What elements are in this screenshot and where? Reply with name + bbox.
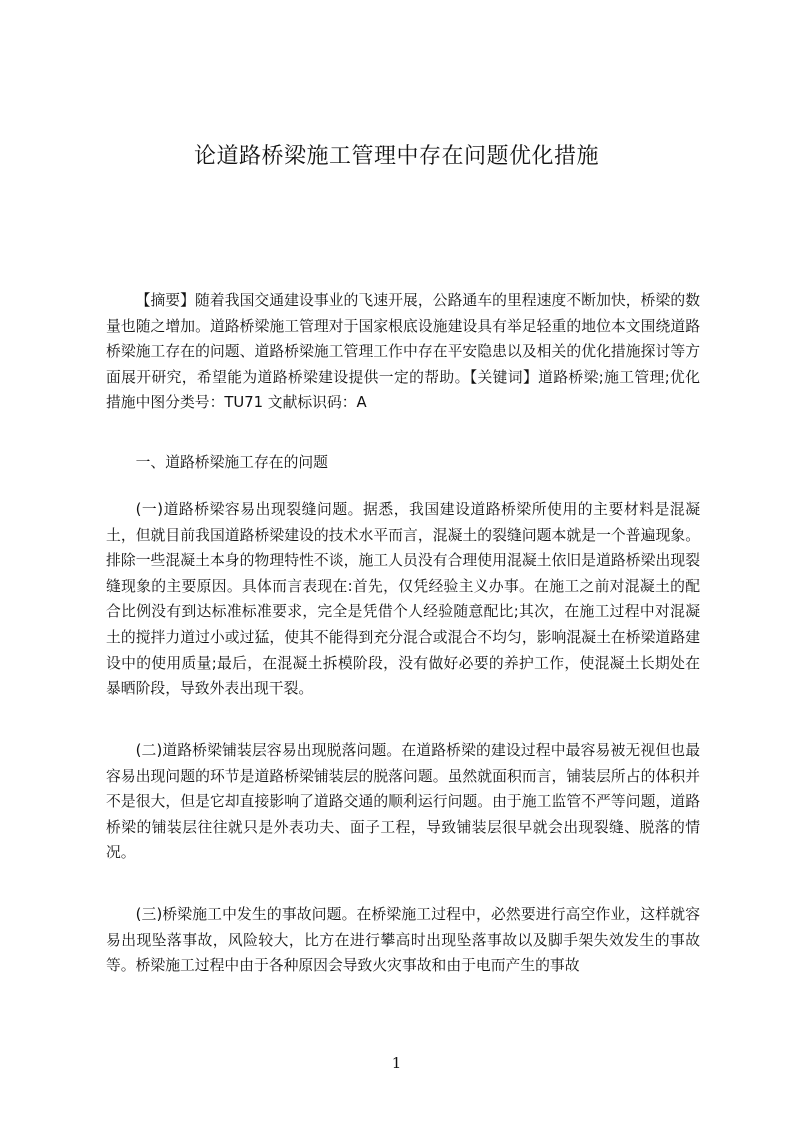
abstract-paragraph: 【摘要】随着我国交通建设事业的飞速开展，公路通车的里程速度不断加快，桥梁的数量也随之增加。道路桥梁施工管理对于国家根底设施建设具有举足轻重的地位本文围绕道路桥梁施工存在的问题、道路桥梁施工管理工作中存在平安隐患以及相关的优化措施探讨等方面展开研究，希望能为道路桥梁建设提供一定的帮助。【关键词】道路桥梁;施工管理;优化措施中图分类号：TU71 文献标识码：A [106, 292, 700, 412]
paragraph-accidents: (三)桥梁施工中发生的事故问题。在桥梁施工过程中，必然要进行高空作业，这样就容易出现坠落事故，风险较大，比方在进行攀高时出现坠落事故以及脚手架失效发生的事故等。桥梁施工过程中由于各种原因会导致火灾事故和由于电而产生的事故 [106, 906, 700, 975]
section-heading: 一、道路桥梁施工存在的问题 [135, 454, 328, 471]
page-number: 1 [391, 1054, 402, 1072]
paragraph-cracks: (一)道路桥梁容易出现裂缝问题。据悉，我国建设道路桥梁所使用的主要材料是混凝土，但就目前我国道路桥梁建设的技术水平而言，混凝土的裂缝问题本就是一个普遍现象。排除一些混凝土本身的物理特性不谈，施工人员没有合理使用混凝土依旧是道路桥梁出现裂缝现象的主要原因。具体而言表现在:首先，仅凭经验主义办事。在施工之前对混凝土的配合比例没有到达标准标准要求，完全是凭借个人经验随意配比;其次，在施工过程中对混凝土的搅拌力道过小或过猛，使其不能得到充分混合或混合不均匀，影响混凝土在桥梁道路建设中的使用质量;最后，在混凝土拆模阶段，没有做好必要的养护工作，使混凝土长期处在暴晒阶段，导致外表出现干裂。 [106, 501, 700, 698]
document-title: 论道路桥梁施工管理中存在问题优化措施 [193, 144, 599, 169]
paragraph-pavement: (二)道路桥梁铺装层容易出现脱落问题。在道路桥梁的建设过程中最容易被无视但也最容易出现问题的环节是道路桥梁铺装层的脱落问题。虽然就面积而言，铺装层所占的体积并不是很大，但是它却直接影响了道路交通的顺利运行问题。由于施工监管不严等问题，道路桥梁的铺装层往往就只是外表功夫、面子工程，导致铺装层很早就会出现裂缝、脱落的情况。 [106, 742, 700, 862]
